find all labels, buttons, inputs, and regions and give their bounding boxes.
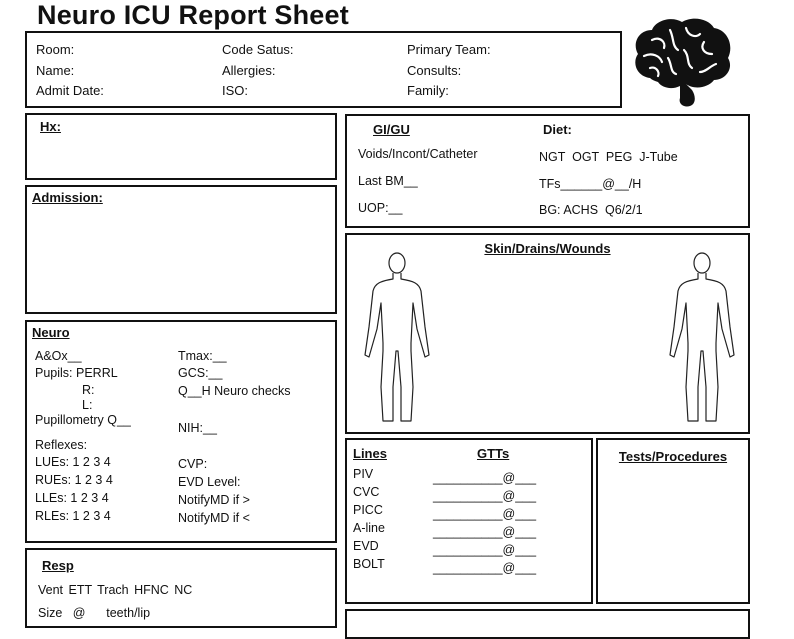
resp-header: Resp	[42, 558, 74, 573]
nih-field: NIH:__	[178, 421, 217, 435]
feeding-tube-options: NGT OGT PEG J-Tube	[539, 150, 678, 164]
lines-box	[345, 438, 593, 604]
gtts-header: GTTs	[477, 446, 510, 461]
tests-box	[596, 438, 750, 604]
pupils-field: Pupils: PERRL	[35, 366, 118, 380]
reflexes-label: Reflexes:	[35, 438, 88, 452]
resp-box	[25, 548, 337, 628]
family-label: Family:	[407, 83, 449, 98]
bottom-box	[345, 609, 750, 639]
gtt-rate-blank: __________@___	[433, 471, 537, 485]
gtt-rate-blank: __________@___	[433, 489, 537, 503]
gtt-rate-blank: __________@___	[433, 525, 537, 539]
gtt-rate-blank: __________@___	[433, 507, 537, 521]
diet-header: Diet:	[543, 122, 572, 137]
blood-glucose-field: BG: ACHS Q6/2/1	[539, 203, 643, 217]
iso-label: ISO:	[222, 83, 249, 98]
aox-field: A&Ox__	[35, 349, 82, 363]
neuro-box	[25, 320, 337, 543]
gigu-diet-box	[345, 114, 750, 228]
admission-header: Admission:	[32, 190, 103, 205]
allergies-label: Allergies:	[222, 63, 276, 78]
skin-header: Skin/Drains/Wounds	[484, 241, 611, 256]
gigu-header: GI/GU	[373, 122, 410, 137]
room-label: Room:	[36, 42, 75, 57]
neuro-checks-field: Q__H Neuro checks	[178, 384, 291, 398]
pupillometry-field: Pupillometry Q__	[35, 413, 131, 427]
pupil-right-field: R:	[82, 383, 95, 397]
admit-date-label: Admit Date:	[36, 83, 104, 98]
resp-size-field: Size @ teeth/lip	[38, 606, 151, 620]
gcs-field: GCS:__	[178, 366, 223, 380]
skin-box	[345, 233, 750, 434]
primary-team-label: Primary Team:	[407, 42, 491, 57]
picc-label: PICC	[353, 503, 383, 517]
notify-md-above-field: NotifyMD if >	[178, 493, 250, 507]
admission-box	[25, 185, 337, 314]
hx-header: Hx:	[40, 119, 61, 134]
neuro-header: Neuro	[32, 325, 70, 340]
consults-label: Consults:	[407, 63, 462, 78]
gtt-rate-blank: __________@___	[433, 561, 537, 575]
body-front-icon	[357, 247, 437, 427]
tests-header: Tests/Procedures	[618, 449, 728, 464]
lues-field: LUEs: 1 2 3 4	[35, 455, 111, 469]
notify-md-below-field: NotifyMD if <	[178, 511, 250, 525]
code-status-label: Code Satus:	[222, 42, 294, 57]
aline-label: A-line	[353, 521, 385, 535]
brain-icon	[630, 16, 734, 108]
resp-device-options: Vent ETT Trach HFNC NC	[38, 583, 193, 597]
cvc-label: CVC	[353, 485, 380, 499]
gtt-rate-blank: __________@___	[433, 543, 537, 557]
rues-field: RUEs: 1 2 3 4	[35, 473, 113, 487]
hx-box	[25, 113, 337, 180]
body-back-icon	[662, 247, 742, 427]
tmax-field: Tmax:__	[178, 349, 227, 363]
name-label: Name:	[36, 63, 75, 78]
lines-header: Lines	[353, 446, 387, 461]
patient-info-box	[25, 31, 622, 108]
bolt-label: BOLT	[353, 557, 385, 571]
cvp-field: CVP:	[178, 457, 208, 471]
pupil-left-field: L:	[82, 398, 93, 412]
evd-label: EVD	[353, 539, 379, 553]
piv-label: PIV	[353, 467, 374, 481]
evd-level-field: EVD Level:	[178, 475, 241, 489]
lles-field: LLEs: 1 2 3 4	[35, 491, 109, 505]
rles-field: RLEs: 1 2 3 4	[35, 509, 111, 523]
page-title: Neuro ICU Report Sheet	[37, 0, 349, 30]
tube-feeds-field: TFs______@__/H	[539, 177, 642, 191]
voids-field: Voids/Incont/Catheter	[358, 147, 478, 161]
uop-field: UOP:__	[358, 201, 403, 215]
last-bm-field: Last BM__	[358, 174, 418, 188]
